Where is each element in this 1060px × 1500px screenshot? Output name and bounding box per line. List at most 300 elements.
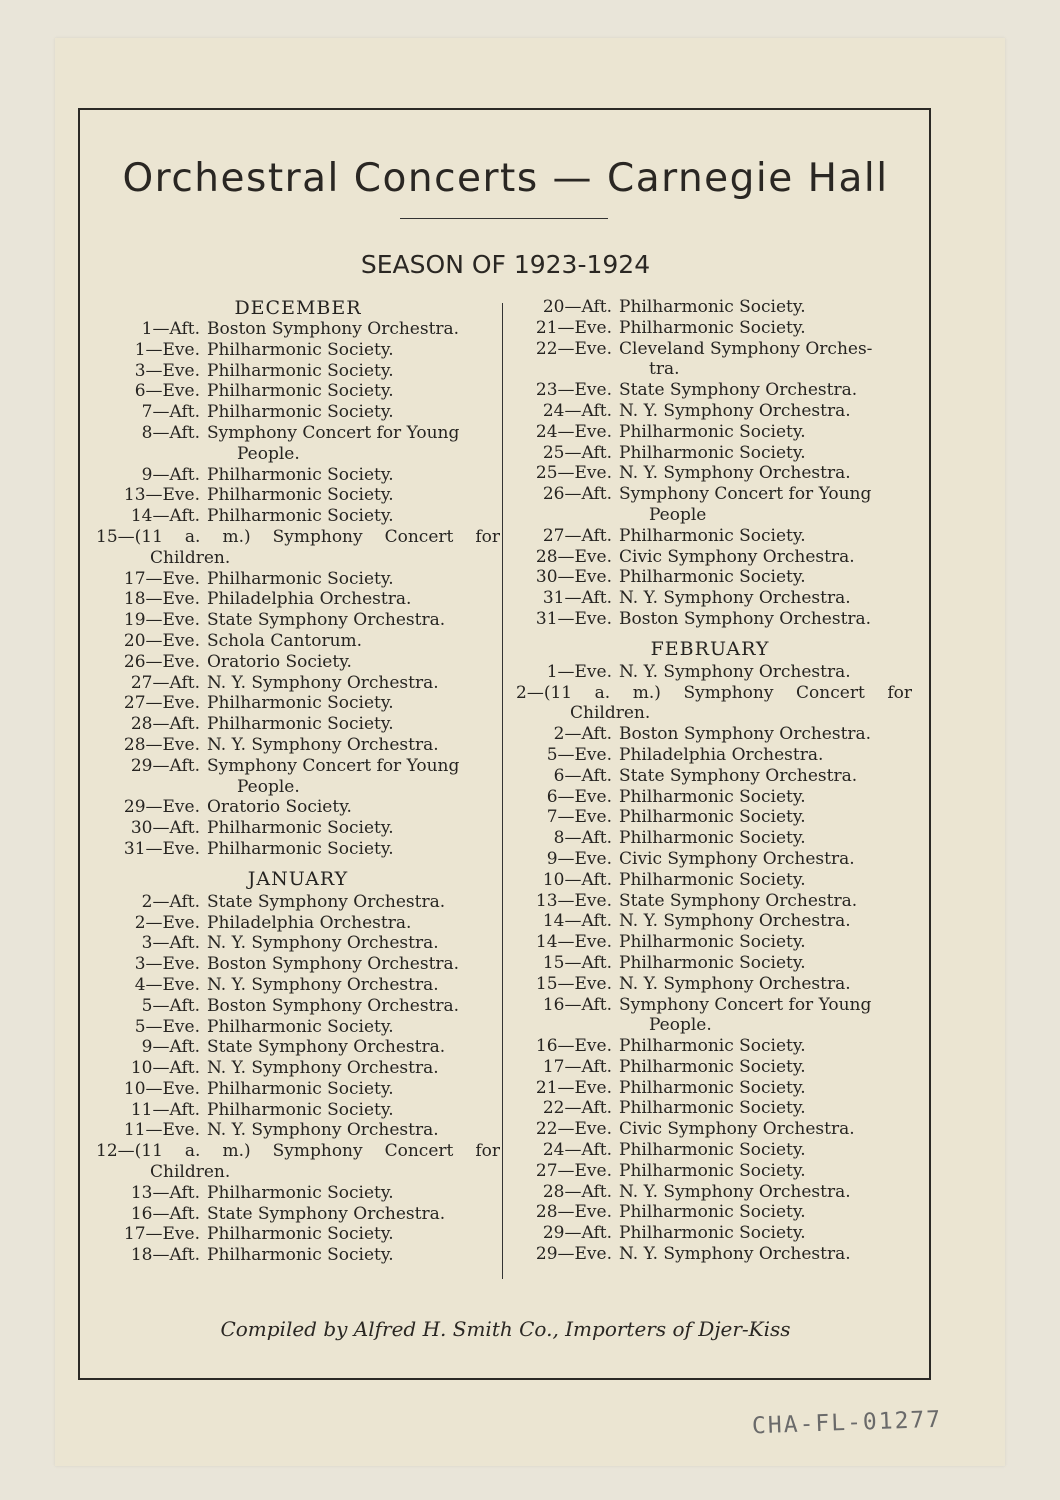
concert-entry bbox=[508, 1119, 912, 1140]
concert-event-text: 15—(11 a. m.) Symphony Concert for bbox=[96, 526, 500, 547]
concert-event bbox=[200, 818, 500, 839]
concert-date: 2—Eve. bbox=[134, 912, 200, 933]
concert-event bbox=[200, 1079, 500, 1100]
concert-date: 25—Aft. bbox=[542, 442, 612, 463]
footer-credit: Compiled by Alfred H. Smith Co., Importers of Djer-Kiss bbox=[220, 1317, 791, 1341]
concert-event-text: Boston Symphony Orchestra. bbox=[207, 954, 460, 975]
concert-entry bbox=[508, 1202, 912, 1223]
concert-entry bbox=[508, 1098, 912, 1119]
concert-entry bbox=[96, 465, 500, 486]
concert-entry bbox=[96, 839, 500, 860]
concert-event bbox=[612, 745, 912, 766]
page-title: Orchestral Concerts — Carnegie Hall bbox=[122, 156, 889, 201]
concert-event-text: Philharmonic Society. bbox=[207, 568, 394, 589]
concert-date: 20—Aft. bbox=[542, 297, 612, 317]
concert-entry bbox=[508, 443, 912, 464]
concert-event-text: Philharmonic Society. bbox=[619, 421, 806, 442]
concert-date: 27—Eve. bbox=[535, 1160, 612, 1181]
concert-event bbox=[96, 527, 500, 569]
concert-entry bbox=[508, 974, 912, 995]
concert-date: 6—Aft. bbox=[553, 765, 612, 786]
concert-event bbox=[200, 673, 500, 694]
concert-entry bbox=[508, 1244, 912, 1265]
concert-event bbox=[200, 506, 500, 527]
concert-event bbox=[200, 631, 500, 652]
concert-entry bbox=[96, 913, 500, 934]
concert-event bbox=[612, 1057, 912, 1078]
concert-date: 10—Eve. bbox=[123, 1078, 200, 1099]
concert-date: 3—Eve. bbox=[134, 360, 200, 381]
concert-event bbox=[200, 1058, 500, 1079]
concert-event-text: N. Y. Symphony Orchestra. bbox=[207, 974, 439, 995]
concert-event-text: N. Y. Symphony Orchestra. bbox=[619, 463, 851, 484]
concert-date: 9—Eve. bbox=[546, 848, 612, 869]
concert-entry bbox=[96, 1204, 500, 1225]
concert-entry bbox=[96, 361, 500, 382]
month-heading: DECEMBER bbox=[234, 297, 362, 319]
concert-event-text: 12—(11 a. m.) Symphony Concert for bbox=[96, 1141, 500, 1162]
concert-date: 21—Eve. bbox=[535, 317, 612, 338]
concert-date: 9—Aft. bbox=[141, 464, 200, 485]
concert-date: 27—Aft. bbox=[542, 525, 612, 546]
concert-date: 5—Eve. bbox=[134, 1016, 200, 1037]
concert-event-text: Philharmonic Society. bbox=[207, 381, 394, 402]
concert-date: 15—Eve. bbox=[535, 973, 612, 994]
concert-date: 14—Aft. bbox=[130, 506, 200, 527]
concert-event-text: Philharmonic Society. bbox=[619, 1077, 806, 1098]
concert-entry bbox=[508, 683, 912, 725]
left-column bbox=[96, 297, 500, 1266]
concert-event-text: Philharmonic Society. bbox=[619, 317, 806, 338]
concert-event-continuation: People. bbox=[649, 1015, 712, 1036]
concert-date: 1—Aft. bbox=[141, 319, 200, 339]
concert-date: 22—Eve. bbox=[535, 1119, 612, 1140]
concert-entry bbox=[508, 745, 912, 766]
concert-entry bbox=[96, 485, 500, 506]
concert-event bbox=[200, 1183, 500, 1204]
concert-event-text: Philharmonic Society. bbox=[619, 786, 806, 807]
concert-date: 28—Aft. bbox=[542, 1181, 612, 1202]
concert-event-text: Philadelphia Orchestra. bbox=[207, 912, 412, 933]
concert-event bbox=[612, 787, 912, 808]
concert-event-text: Philharmonic Society. bbox=[619, 442, 806, 463]
concert-event bbox=[612, 1036, 912, 1057]
concert-entry bbox=[508, 1161, 912, 1182]
concert-event bbox=[200, 1224, 500, 1245]
concert-entry bbox=[508, 1036, 912, 1057]
concert-entry bbox=[96, 423, 500, 465]
concert-event-continuation: People. bbox=[237, 443, 300, 464]
concert-entry bbox=[96, 714, 500, 735]
concert-event bbox=[612, 1098, 912, 1119]
concert-date: 29—Eve. bbox=[535, 1244, 612, 1265]
concert-event bbox=[96, 1141, 500, 1183]
concert-event-text: Philharmonic Society. bbox=[207, 693, 394, 714]
concert-entry bbox=[508, 1078, 912, 1099]
concert-event-text: Philharmonic Society. bbox=[619, 1223, 806, 1244]
concert-event bbox=[200, 735, 500, 756]
concert-event bbox=[200, 839, 500, 860]
concert-event-text: N. Y. Symphony Orchestra. bbox=[619, 1181, 851, 1202]
concert-event-text: State Symphony Orchestra. bbox=[619, 765, 858, 786]
concert-event bbox=[200, 589, 500, 610]
concert-entry bbox=[96, 652, 500, 673]
concert-event bbox=[612, 807, 912, 828]
concert-date: 10—Aft. bbox=[542, 869, 612, 890]
concert-event bbox=[200, 996, 500, 1017]
concert-event-text: 2—(11 a. m.) Symphony Concert for bbox=[516, 682, 912, 703]
concert-entry bbox=[508, 1057, 912, 1078]
concert-entry bbox=[508, 1182, 912, 1203]
concert-event bbox=[200, 1017, 500, 1038]
concert-entry bbox=[508, 547, 912, 568]
concert-event-text: N. Y. Symphony Orchestra. bbox=[207, 1058, 439, 1079]
concert-date: 8—Aft. bbox=[553, 828, 612, 849]
concert-event-text: Civic Symphony Orchestra. bbox=[619, 848, 855, 869]
concert-event-text: Philharmonic Society. bbox=[207, 339, 394, 360]
concert-entry bbox=[508, 567, 912, 588]
concert-event bbox=[612, 953, 912, 974]
concert-date: 22—Eve. bbox=[535, 338, 612, 359]
month-heading: FEBRUARY bbox=[650, 637, 770, 660]
concert-event bbox=[200, 693, 500, 714]
concert-date: 8—Aft. bbox=[141, 422, 200, 443]
concert-date: 3—Aft. bbox=[141, 933, 200, 954]
concert-event bbox=[200, 381, 500, 402]
concert-entry bbox=[96, 1141, 500, 1183]
concert-event bbox=[200, 485, 500, 506]
concert-entry bbox=[96, 1120, 500, 1141]
concert-event-text: State Symphony Orchestra. bbox=[619, 380, 858, 401]
concert-event-text: Philadelphia Orchestra. bbox=[207, 589, 412, 610]
concert-event-text: Boston Symphony Orchestra. bbox=[207, 995, 460, 1016]
concert-entry bbox=[96, 693, 500, 714]
concert-entry bbox=[96, 1224, 500, 1245]
concert-event bbox=[200, 652, 500, 673]
concert-event-text: N. Y. Symphony Orchestra. bbox=[207, 1120, 439, 1141]
concert-date: 26—Aft. bbox=[542, 484, 612, 505]
concert-date: 10—Aft. bbox=[130, 1058, 200, 1079]
concert-event bbox=[612, 588, 912, 609]
concert-event-text: N. Y. Symphony Orchestra. bbox=[207, 933, 439, 954]
concert-entry bbox=[96, 319, 500, 340]
concert-event bbox=[200, 913, 500, 934]
concert-event bbox=[612, 724, 912, 745]
concert-entry bbox=[508, 953, 912, 974]
title-rule bbox=[400, 218, 608, 219]
concert-event-text: Philharmonic Society. bbox=[207, 506, 394, 527]
concert-event-text: State Symphony Orchestra. bbox=[619, 890, 858, 911]
concert-entry bbox=[96, 527, 500, 569]
concert-event bbox=[612, 609, 912, 630]
concert-date: 7—Eve. bbox=[546, 807, 612, 828]
concert-entry bbox=[508, 870, 912, 891]
concert-event bbox=[612, 1078, 912, 1099]
concert-event bbox=[200, 954, 500, 975]
concert-entry bbox=[508, 724, 912, 745]
concert-event-text: Philharmonic Society. bbox=[619, 1140, 806, 1161]
concert-event-text: Philharmonic Society. bbox=[619, 1202, 806, 1223]
concert-event-text: Philharmonic Society. bbox=[207, 1245, 394, 1266]
concert-event-text: Philharmonic Society. bbox=[619, 1036, 806, 1057]
concert-event-text: N. Y. Symphony Orchestra. bbox=[207, 734, 439, 755]
concert-date: 13—Eve. bbox=[123, 485, 200, 506]
concert-event bbox=[612, 547, 912, 568]
concert-event bbox=[612, 401, 912, 422]
concert-date: 1—Eve. bbox=[546, 661, 612, 682]
concert-entry bbox=[96, 975, 500, 996]
concert-date: 23—Eve. bbox=[535, 380, 612, 401]
concert-event bbox=[612, 1119, 912, 1140]
concert-event-text: Philharmonic Society. bbox=[207, 1016, 394, 1037]
concert-entry bbox=[96, 954, 500, 975]
concert-event-text: Philharmonic Society. bbox=[207, 360, 394, 381]
concert-date: 17—Aft. bbox=[542, 1056, 612, 1077]
concert-date: 11—Eve. bbox=[123, 1120, 200, 1141]
concert-entry bbox=[508, 932, 912, 953]
concert-event bbox=[612, 1140, 912, 1161]
concert-date: 20—Eve. bbox=[123, 630, 200, 651]
concert-entry bbox=[508, 318, 912, 339]
catalog-number: CHA-FL-01277 bbox=[751, 1406, 943, 1440]
concert-entry bbox=[96, 1037, 500, 1058]
concert-event-text: Philharmonic Society. bbox=[207, 714, 394, 735]
concert-event bbox=[200, 569, 500, 590]
concert-entry bbox=[508, 1223, 912, 1244]
concert-event bbox=[612, 318, 912, 339]
concert-event bbox=[200, 975, 500, 996]
concert-event-text: Philharmonic Society. bbox=[619, 1056, 806, 1077]
concert-event bbox=[612, 380, 912, 401]
concert-event-text: N. Y. Symphony Orchestra. bbox=[619, 911, 851, 932]
concert-event bbox=[200, 797, 500, 818]
concert-event-text: Philharmonic Society. bbox=[619, 932, 806, 953]
concert-entry bbox=[96, 402, 500, 423]
concert-event-continuation: Children. bbox=[570, 703, 651, 724]
concert-entry bbox=[96, 933, 500, 954]
concert-date: 18—Aft. bbox=[130, 1245, 200, 1266]
concert-entry bbox=[508, 807, 912, 828]
concert-entry bbox=[508, 891, 912, 912]
concert-event-text: Boston Symphony Orchestra. bbox=[207, 319, 460, 339]
concert-entry bbox=[96, 1183, 500, 1204]
concert-date: 5—Aft. bbox=[141, 995, 200, 1016]
concert-date: 13—Eve. bbox=[535, 890, 612, 911]
concert-date: 29—Eve. bbox=[123, 797, 200, 818]
concert-event bbox=[612, 974, 912, 995]
season-heading: SEASON OF 1923-1924 bbox=[360, 250, 651, 279]
concert-event-text: Cleveland Symphony Orches- bbox=[619, 338, 873, 359]
right-column bbox=[508, 297, 912, 1265]
concert-event-text: Boston Symphony Orchestra. bbox=[619, 608, 872, 629]
concert-event bbox=[612, 339, 912, 381]
concert-event bbox=[200, 1100, 500, 1121]
concert-event bbox=[612, 443, 912, 464]
concert-entry bbox=[96, 610, 500, 631]
concert-event bbox=[612, 828, 912, 849]
concert-event-text: Philharmonic Society. bbox=[207, 1224, 394, 1245]
concert-date: 2—Aft. bbox=[553, 724, 612, 745]
concert-date: 24—Aft. bbox=[542, 1140, 612, 1161]
concert-event-text: Philharmonic Society. bbox=[619, 525, 806, 546]
concert-date: 21—Eve. bbox=[535, 1077, 612, 1098]
concert-date: 28—Aft. bbox=[130, 714, 200, 735]
concert-event bbox=[612, 1244, 912, 1265]
concert-event-text: Symphony Concert for Young bbox=[207, 422, 460, 443]
concert-event-text: Symphony Concert for Young bbox=[619, 994, 872, 1015]
concert-event-text: Oratorio Society. bbox=[207, 797, 352, 818]
concert-event-continuation: Children. bbox=[150, 1162, 231, 1183]
concert-entry bbox=[96, 631, 500, 652]
concert-event-text: Philharmonic Society. bbox=[207, 1099, 394, 1120]
concert-entry bbox=[508, 787, 912, 808]
concert-entry bbox=[96, 756, 500, 798]
concert-event-text: Civic Symphony Orchestra. bbox=[619, 546, 855, 567]
concert-event bbox=[612, 297, 912, 318]
concert-date: 11—Aft. bbox=[130, 1099, 200, 1120]
concert-date: 29—Aft. bbox=[130, 755, 200, 776]
concert-event bbox=[200, 610, 500, 631]
concert-entry bbox=[96, 735, 500, 756]
concert-date: 6—Eve. bbox=[546, 786, 612, 807]
concert-entry bbox=[508, 401, 912, 422]
concert-date: 14—Eve. bbox=[535, 932, 612, 953]
concert-date: 18—Eve. bbox=[123, 589, 200, 610]
concert-date: 16—Eve. bbox=[535, 1036, 612, 1057]
concert-date: 30—Eve. bbox=[535, 567, 612, 588]
concert-date: 28—Eve. bbox=[535, 1202, 612, 1223]
concert-event-text: Philharmonic Society. bbox=[207, 1078, 394, 1099]
concert-event bbox=[612, 995, 912, 1037]
concert-date: 16—Aft. bbox=[130, 1203, 200, 1224]
concert-date: 28—Eve. bbox=[123, 734, 200, 755]
concert-event-text: Philharmonic Society. bbox=[619, 567, 806, 588]
concert-entry bbox=[508, 484, 912, 526]
concert-entry bbox=[96, 673, 500, 694]
concert-date: 7—Aft. bbox=[141, 402, 200, 423]
concert-event-text: Boston Symphony Orchestra. bbox=[619, 724, 872, 745]
concert-event-text: N. Y. Symphony Orchestra. bbox=[619, 661, 851, 682]
concert-event-text: Philharmonic Society. bbox=[619, 297, 806, 317]
concert-event-text: Philharmonic Society. bbox=[619, 869, 806, 890]
concert-date: 29—Aft. bbox=[542, 1223, 612, 1244]
concert-event-text: Philharmonic Society. bbox=[619, 952, 806, 973]
concert-event bbox=[200, 1120, 500, 1141]
concert-event-text: N. Y. Symphony Orchestra. bbox=[619, 1244, 851, 1265]
concert-date: 9—Aft. bbox=[141, 1037, 200, 1058]
concert-event bbox=[200, 933, 500, 954]
concert-event-text: Philharmonic Society. bbox=[207, 1182, 394, 1203]
concert-date: 27—Eve. bbox=[123, 693, 200, 714]
concert-event-continuation: People. bbox=[237, 776, 300, 797]
concert-event bbox=[612, 766, 912, 787]
concert-event bbox=[612, 422, 912, 443]
concert-event-text: Schola Cantorum. bbox=[207, 630, 363, 651]
concert-event bbox=[200, 465, 500, 486]
concert-entry bbox=[508, 339, 912, 381]
concert-entry bbox=[96, 797, 500, 818]
concert-event-text: Symphony Concert for Young bbox=[619, 484, 872, 505]
concert-event bbox=[200, 756, 500, 798]
concert-entry bbox=[96, 1058, 500, 1079]
concert-date: 22—Aft. bbox=[542, 1098, 612, 1119]
concert-event-continuation: People bbox=[649, 504, 707, 525]
concert-event bbox=[612, 911, 912, 932]
concert-event-text: Philharmonic Society. bbox=[207, 402, 394, 423]
column-divider bbox=[502, 303, 503, 1279]
concert-event bbox=[508, 683, 912, 725]
concert-date: 24—Aft. bbox=[542, 400, 612, 421]
concert-entry bbox=[96, 340, 500, 361]
concert-date: 13—Aft. bbox=[130, 1182, 200, 1203]
concert-event bbox=[200, 340, 500, 361]
concert-entry bbox=[508, 526, 912, 547]
concert-date: 5—Eve. bbox=[546, 744, 612, 765]
concert-event bbox=[200, 423, 500, 465]
concert-event-text: N. Y. Symphony Orchestra. bbox=[619, 973, 851, 994]
concert-event bbox=[200, 1204, 500, 1225]
concert-entry bbox=[508, 1140, 912, 1161]
concert-entry bbox=[508, 995, 912, 1037]
concert-event bbox=[612, 932, 912, 953]
concert-entry bbox=[508, 828, 912, 849]
concert-event bbox=[200, 892, 500, 913]
concert-entry bbox=[508, 766, 912, 787]
concert-event-text: State Symphony Orchestra. bbox=[207, 891, 446, 912]
concert-date: 25—Eve. bbox=[535, 463, 612, 484]
concert-event-text: State Symphony Orchestra. bbox=[207, 1037, 446, 1058]
concert-event bbox=[612, 849, 912, 870]
concert-entry bbox=[508, 911, 912, 932]
concert-event-text: N. Y. Symphony Orchestra. bbox=[207, 672, 439, 693]
concert-event bbox=[612, 1161, 912, 1182]
concert-entry bbox=[508, 662, 912, 683]
concert-date: 30—Aft. bbox=[130, 818, 200, 839]
concert-event-text: N. Y. Symphony Orchestra. bbox=[619, 400, 851, 421]
concert-entry bbox=[96, 818, 500, 839]
concert-event-text: Oratorio Society. bbox=[207, 651, 352, 672]
concert-entry bbox=[96, 1245, 500, 1266]
concert-event bbox=[612, 662, 912, 683]
concert-date: 31—Aft. bbox=[542, 588, 612, 609]
concert-event bbox=[612, 1202, 912, 1223]
concert-date: 28—Eve. bbox=[535, 546, 612, 567]
concert-event-text: Symphony Concert for Young bbox=[207, 755, 460, 776]
concert-event bbox=[612, 891, 912, 912]
concert-event-text: Philharmonic Society. bbox=[619, 828, 806, 849]
concert-event bbox=[200, 402, 500, 423]
concert-entry bbox=[96, 1017, 500, 1038]
concert-event-continuation: Children. bbox=[150, 547, 231, 568]
concert-event-text: Philharmonic Society. bbox=[207, 838, 394, 859]
concert-entry bbox=[96, 1079, 500, 1100]
concert-entry bbox=[96, 506, 500, 527]
concert-event-text: Civic Symphony Orchestra. bbox=[619, 1119, 855, 1140]
concert-date: 26—Eve. bbox=[123, 651, 200, 672]
concert-entry bbox=[96, 996, 500, 1017]
concert-entry bbox=[96, 569, 500, 590]
concert-entry bbox=[508, 297, 912, 318]
concert-event bbox=[612, 526, 912, 547]
concert-event bbox=[200, 319, 500, 340]
concert-date: 3—Eve. bbox=[134, 954, 200, 975]
concert-event-text: State Symphony Orchestra. bbox=[207, 1203, 446, 1224]
concert-event bbox=[200, 361, 500, 382]
concert-entry bbox=[96, 1100, 500, 1121]
concert-entry bbox=[508, 588, 912, 609]
concert-event-text: Philharmonic Society. bbox=[207, 464, 394, 485]
concert-event-text: Philharmonic Society. bbox=[207, 485, 394, 506]
